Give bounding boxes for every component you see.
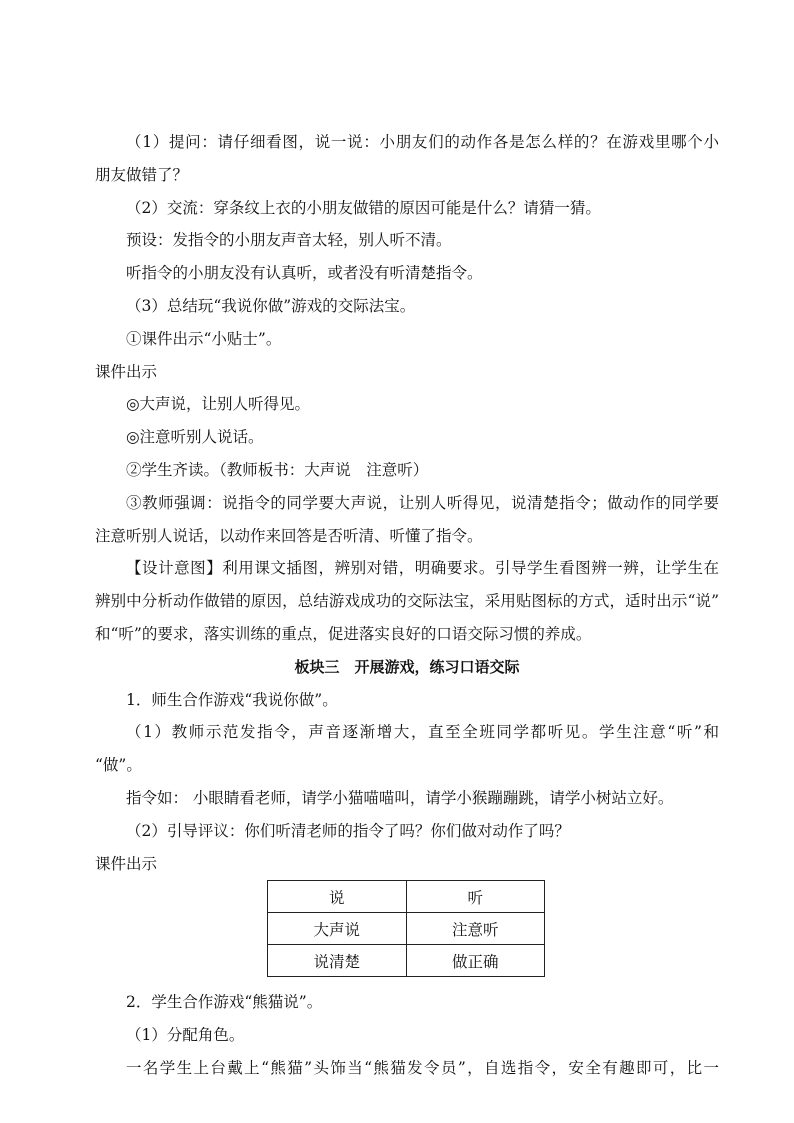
paragraph-line: （1）分配角色。: [126, 1026, 245, 1045]
design-intent-line: 【设计意图】利用课文插图，辨别对错，明确要求。引导学生看图辨一辨，让学生在: [126, 559, 719, 578]
paragraph-line: ①课件出示“小贴士”。: [126, 329, 282, 348]
paragraph-line: 朋友做错了？: [95, 165, 189, 184]
paragraph-line: 2．学生合作游戏“熊猫说”。: [126, 993, 323, 1012]
courseware-label: 课件出示: [95, 854, 158, 873]
tip-item: ◎大声说，让别人听得见。: [126, 395, 311, 414]
paragraph-line: ③教师强调：说指令的同学要大声说，让别人听得见，说清楚指令；做动作的同学要: [126, 493, 719, 512]
table-row: [268, 945, 545, 977]
table-cell: 做正确: [406, 945, 545, 977]
table-cell: 听: [406, 881, 545, 913]
table-cell: 注意听: [406, 913, 545, 945]
paragraph-line: “做”。: [95, 756, 142, 775]
design-intent-line: 和“听”的要求，落实训练的重点，促进落实良好的口语交际习惯的养成。: [95, 624, 592, 643]
design-intent-line: 辨别中分析动作做错的原因，总结游戏成功的交际法宝，采用贴图标的方式，适时出示“说”: [95, 592, 719, 611]
rules-table: [267, 880, 545, 977]
paragraph-line: （1）教师示范发指令，声音逐渐增大，直至全班同学都听见。学生注意“听”和: [126, 723, 719, 742]
table-cell: 说: [268, 881, 407, 913]
paragraph-line: 指令如： 小眼睛看老师，请学小猫喵喵叫，请学小猴蹦蹦跳，请学小树站立好。: [126, 788, 674, 807]
paragraph-line: （2）引导评议：你们听清老师的指令了吗？你们做对动作了吗？: [126, 821, 570, 840]
paragraph-line: 1．师生合作游戏“我说你做”。: [126, 690, 338, 709]
tip-item: ◎注意听别人说话。: [126, 428, 264, 447]
table-cell: 大声说: [268, 913, 407, 945]
table-cell: 说清楚: [268, 945, 407, 977]
table-row: [268, 913, 545, 945]
document-body: [95, 126, 719, 1085]
rules-table-wrap: [95, 880, 719, 986]
paragraph-line: 注意听别人说话，以动作来回答是否听清、听懂了指令。: [95, 526, 483, 545]
paragraph-line: （3）总结玩“我说你做”游戏的交际法宝。: [126, 296, 416, 315]
paragraph-line: （1）提问：请仔细看图，说一说：小朋友们的动作各是怎么样的？在游戏里哪个小: [126, 133, 719, 151]
paragraph-line: 听指令的小朋友没有认真听，或者没有听清楚指令。: [126, 264, 483, 283]
paragraph-line: （2）交流：穿条纹上衣的小朋友做错的原因可能是什么？请猜一猜。: [126, 198, 601, 217]
paragraph-line: 一名学生上台戴上“熊猫”头饰当“熊猫发令员”，自选指令，安全有趣即可，比一: [126, 1058, 719, 1077]
table-row: [268, 881, 545, 913]
courseware-label: 课件出示: [95, 362, 158, 381]
paragraph-line: 预设：发指令的小朋友声音太轻，别人听不清。: [126, 231, 452, 250]
paragraph-line: ②学生齐读。（教师板书：大声说 注意听）: [126, 460, 429, 479]
section-heading: 板块三 开展游戏，练习口语交际: [294, 657, 520, 676]
